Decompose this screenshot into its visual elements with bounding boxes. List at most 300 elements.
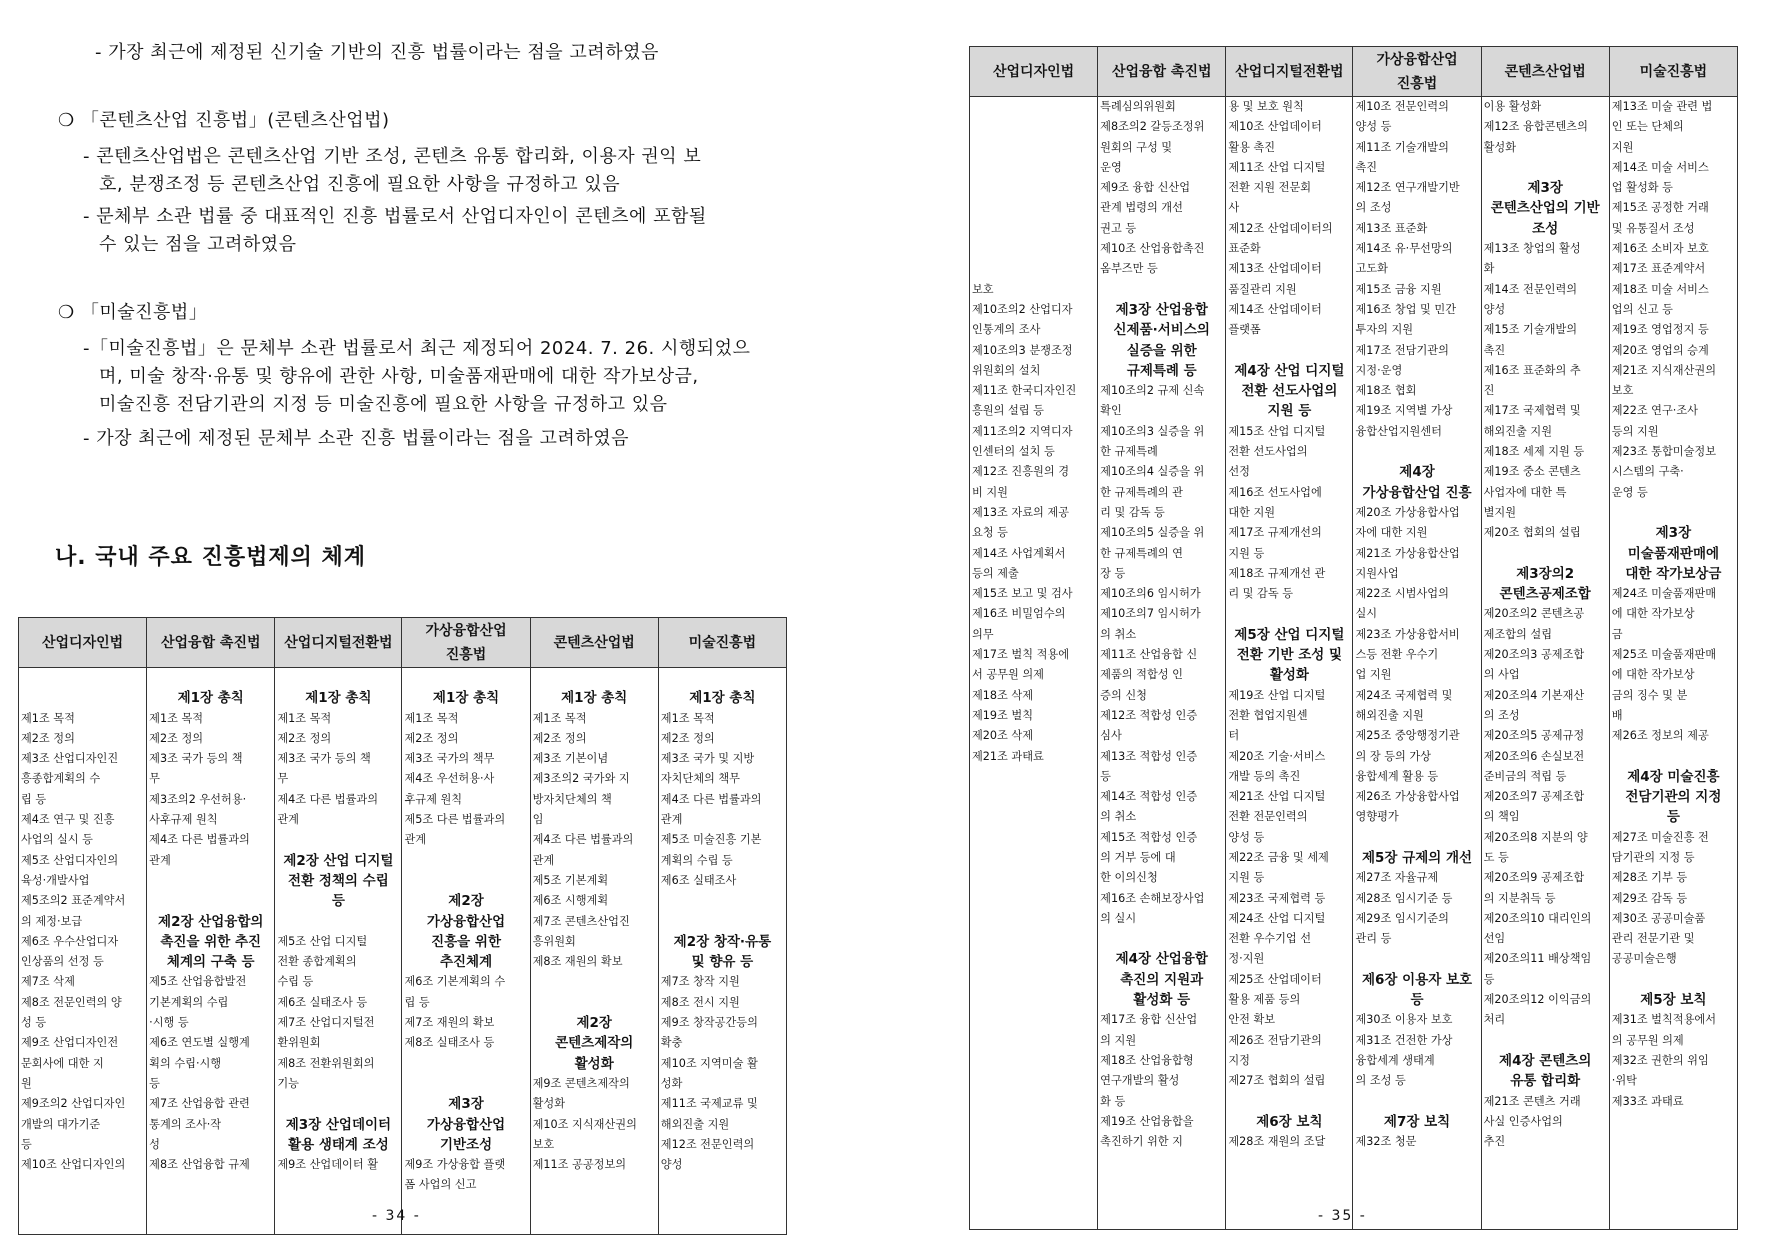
article-line: 흥종합계획의 수 [21,772,101,786]
article-line: 제6조 기본계획의 수 [404,975,506,989]
article-line: 제20조의8 지분의 양 [1483,830,1588,844]
chapter-heading: 제4장 산업융합 [1115,951,1208,968]
article-line: 제25조 미술품재판매 [1611,648,1717,662]
article-line: 처리 [1483,1013,1506,1027]
chapter-heading: 전담기관의 지정 [1625,789,1722,806]
law-column-cell [1481,97,1609,1230]
chapter-heading: 활용 생태계 조성 [288,1136,389,1153]
chapter-heading: 콘텐츠공제조합 [1499,586,1591,603]
article-line: 제6조 연도별 실행계 [149,1036,250,1050]
article-line: 제19조 중소 콘텐츠 [1483,465,1581,479]
article-line [661,891,784,911]
column-header-line: 콘텐츠산업법 [553,634,635,651]
article-line: 제32조 청문 [1355,1135,1417,1149]
article-line [972,178,1095,198]
chapter-heading: 콘텐츠제작의 [555,1035,634,1052]
article-line: 운영 [1100,160,1122,174]
article-line [1612,747,1735,767]
article-line: 의 제정·보급 [21,914,83,928]
chapter-heading: 조성 [1532,220,1559,237]
article-line: 제26조 가상융합사업 [1355,790,1460,804]
article-line: 제4조 다른 법률과의 [149,833,250,847]
article-line: 제9조 산업디자인전 [21,1036,119,1050]
article-line: 제1조 목적 [404,711,459,725]
article-line: 제20조의10 대리인의 [1483,911,1592,925]
article-line: 제20조 영업의 승계 [1611,343,1709,357]
law-column-cell [402,668,530,1235]
article-line: 제26조 전담기관의 [1228,1033,1322,1047]
article-line: 성화 [660,1076,683,1090]
article-line: 제11조 산업 디지털 [1228,160,1326,174]
article-line: 제11조 한국디자인진 [972,384,1077,398]
article-line: 의 조성 [1355,201,1392,215]
column-header-line: 미술진흥법 [688,634,757,651]
article-line: 고도화 [1355,262,1388,276]
article-line: 제20조 가상융합사업 [1355,505,1460,519]
article-line: 제7조 콘텐츠산업진 [532,914,630,928]
article-line: 제1조 목적 [277,711,332,725]
column-header [19,618,147,668]
article-line: 표준화 [1228,242,1261,256]
article-line [972,239,1095,259]
article-line [1355,828,1478,848]
table-header-row [970,47,1738,97]
article-line: 제20조의4 기본재산 [1483,688,1585,702]
column-header [275,618,402,668]
article-line: 연구개발의 활성 [1100,1074,1180,1088]
article-line: 제3조의2 국가와 지 [532,772,630,786]
article-line [1612,503,1735,523]
article-line: 보호 [1611,384,1634,398]
article-line: 의 지분취득 등 [1483,891,1556,905]
article-line: 제3조의2 우선허용· [149,792,247,806]
article-line: 시스템의 구축· [1611,465,1684,479]
article-line: 활성화 [532,1097,566,1111]
article-line [533,668,656,688]
article-line: 정·지원 [1228,952,1265,966]
column-header-line: 산업디자인법 [42,634,124,651]
article-line [404,668,527,688]
chapter-heading: 활성화 [1269,667,1309,684]
chapter-heading: 제4장 미술진흥 [1627,768,1720,785]
article-line: 지정 [1228,1053,1250,1067]
article-line: 제30조 공공미술품 [1611,911,1706,925]
article-line [533,993,656,1013]
page-number: - 34 - [372,1208,421,1224]
article-line [661,668,784,688]
article-line: 제9조 창작공간등의 [660,1016,758,1030]
article-line: 한 규제특례의 관 [1100,485,1183,499]
article-line: 금의 징수 및 분 [1611,688,1688,702]
article-line: 해외진출 지원 [1355,708,1424,722]
article-line: 관계 [149,853,171,867]
article-line [972,219,1095,239]
article-line: 제17조 표준계약서 [1611,262,1706,276]
chapter-heading: 제5장 산업 디지털 [1234,626,1345,643]
article-line: 제29조 감독 등 [1611,891,1688,905]
article-line: 양성 등 [1228,830,1265,844]
chapter-heading: 제6장 이용자 보호 [1362,971,1473,988]
article-line: 제25조 산업데이터 [1228,972,1322,986]
article-line: 인센터의 설치 등 [972,445,1055,459]
article-line: 흥원의 설립 등 [972,404,1044,418]
article-line: 관계 [660,813,683,827]
article-line: 육성·개발사업 [21,873,90,887]
article-line: 제32조 권한의 위임 [1611,1053,1709,1067]
chapter-heading: 등 [1410,992,1424,1009]
article-line: 제12조 전문인력의 [660,1137,755,1151]
article-line: 의 사업 [1483,668,1520,682]
article-line: 관계 [277,813,299,827]
article-line: 제5조 산업 디지털 [277,934,368,948]
article-line: 폼 사업의 신고 [404,1178,477,1192]
article-line: 제23조 가상융합서비 [1355,627,1460,641]
article-line: 제20조의3 공제조합 [1483,648,1585,662]
chapter-heading: 추진체계 [439,954,493,971]
chapter-heading: 제3장 산업융합 [1115,301,1208,318]
article-line [277,1094,399,1114]
article-line [1484,544,1607,564]
chapter-heading: 가상융합산업 [426,1116,506,1133]
article-line: 장 등 [1100,566,1126,580]
article-line [277,912,399,932]
law-column-cell [658,668,786,1235]
article-line: 융합산업지원센터 [1355,424,1442,438]
article-line: 업 활성화 등 [1611,181,1673,195]
paragraph-line: 미술진흥 전담기관의 지정 등 미술진흥에 필요한 사항을 규정하고 있음 [99,394,668,415]
article-line: 도 등 [1483,850,1509,864]
chapter-heading: 제2장 창작·유통 [673,933,772,950]
chapter-heading: 제4장 산업 디지털 [1234,362,1345,379]
section-title-text: 「콘텐츠산업 진흥법」(콘텐츠산업법) [80,110,390,131]
chapter-heading: 제5장 보칙 [1640,992,1707,1009]
article-line [1355,949,1478,969]
article-line [21,668,144,688]
chapter-heading: 지원 등 [1267,403,1312,420]
article-line: 선정 [1228,465,1250,479]
section-title-art-law [58,296,207,330]
article-line: 제1조 목적 [21,711,75,725]
article-line: 제20조 기술·서비스 [1228,749,1326,763]
chapter-heading: 제2장 [576,1015,612,1032]
article-line: 요청 등 [972,526,1008,540]
article-line [533,972,656,992]
article-line: 제8조 산업융합 규제 [149,1158,250,1172]
article-line: 제17조 국제협력 및 [1483,404,1581,418]
chapter-heading: 제4장 콘텐츠의 [1499,1052,1592,1069]
article-line: ·위탁 [1611,1074,1637,1088]
article-line: 제18조 미술 서비스 [1611,282,1709,296]
chapter-heading: 제1장 총칙 [177,690,244,707]
article-line: 해외진출 지원 [660,1117,730,1131]
article-line: 제12조 적합성 인증 [1100,708,1198,722]
article-line: 양성 [660,1158,683,1172]
article-line: 융합세계 생태계 [1355,1053,1435,1067]
article-line: 의 조성 [1483,708,1520,722]
column-header-line: 미술진흥법 [1639,63,1708,80]
article-line: 후규제 원칙 [404,792,463,806]
article-line: 제10조의4 실증을 위 [1100,465,1205,479]
article-line: 전환 선도사업의 [1228,445,1308,459]
article-line: 관계 법령의 개선 [1100,201,1183,215]
chapter-heading: 제2장 [448,893,484,910]
article-line: 진 [1483,384,1495,398]
chapter-heading: 및 향유 등 [691,954,754,971]
circle-bullet-icon: ❍ [58,110,75,131]
paragraph-line: -「미술진흥법」은 문체부 소관 법률로서 최근 제정되어 2024. 7. 26. 시행되었으 [83,338,751,359]
article-line: 지원 등 [1228,871,1265,885]
chapter-heading: 제5장 규제의 개선 [1362,849,1473,866]
article-line: 대한 지원 [1228,505,1276,519]
article-line: 제16조 창업 및 민간 [1355,302,1457,316]
article-line: 제15조 적합성 인증 [1100,830,1198,844]
article-line [1484,158,1607,178]
article-line: 제3조 국가 및 지방 [660,752,755,766]
article-line: 품질관리 지원 [1228,282,1297,296]
article-line: 심사 [1100,729,1122,743]
article-line: 제28조 기부 등 [1611,871,1688,885]
article-line [972,138,1095,158]
article-line: 제9조 콘텐츠제작의 [532,1076,630,1090]
law-column-cell [275,668,402,1235]
article-line: 제22조 금융 및 세제 [1228,850,1329,864]
article-line: 제18조 협회 [1355,384,1417,398]
article-line: 사실 인증사업의 [1483,1114,1563,1128]
article-line: 확충 [660,1036,683,1050]
article-line: 사후규제 원칙 [149,813,218,827]
chapter-heading: 등 [1666,809,1680,826]
article-line: 담기관의 지정 등 [1611,850,1695,864]
article-line: 제4조 다른 법률과의 [277,792,379,806]
article-line: 등 [149,1076,160,1090]
article-line: 제10조 전문인력의 [1355,100,1449,113]
article-line: 제16조 선도사업에 [1228,485,1322,499]
chapter-heading: 제1장 총칙 [305,690,372,707]
article-line: 제7조 삭제 [21,975,75,989]
column-header-line: 진흥법 [1396,75,1438,92]
table-header-row [19,618,787,668]
article-line: 제21조 가상융합산업 [1355,546,1460,560]
article-line: 제24조 산업 디지털 [1228,911,1326,925]
article-line: 제7조 산업융합 관련 [149,1097,250,1111]
article-line [661,912,784,932]
article-line: 제7조 창작 지원 [660,975,740,989]
article-line: 원회의 구성 및 [1100,140,1173,154]
article-line: 제1조 목적 [149,711,204,725]
article-line: 등 [1100,769,1111,783]
article-line: 제14조 적합성 인증 [1100,790,1198,804]
article-line: 리 및 감독 등 [1100,505,1165,519]
article-line: 양성 [1483,302,1506,316]
article-line: 방자치단체의 책 [532,792,612,806]
article-line: 지원사업 [1355,566,1399,580]
article-line: 무 [149,772,160,786]
paragraph-line: - 문체부 소관 법률 중 대표적인 진흥 법률로서 산업디자인이 콘텐츠에 포함될 [83,206,707,227]
chapter-heading: 제7장 보칙 [1383,1113,1451,1130]
chapter-heading: 제3장 산업데이터 [285,1116,392,1133]
paragraph-line: 수 있는 점을 고려하였음 [99,234,297,255]
article-line [277,668,399,688]
article-line: 등의 제출 [972,566,1019,580]
article-line: 용 및 보호 원칙 [1228,100,1304,113]
article-line: 제18조 세제 지원 등 [1483,445,1585,459]
article-line: 의 책임 [1483,810,1520,824]
article-line: 제5조 산업디자인의 [21,853,119,867]
article-line [1100,280,1223,300]
article-line: 제2조 정의 [21,731,75,745]
chapter-heading: 체계의 구축 등 [166,954,255,971]
article-line [404,871,527,891]
article-line [972,97,1095,117]
chapter-heading: 제1장 총칙 [689,690,756,707]
article-line: 보호 [532,1137,555,1151]
article-line: 제5조 미술진흥 기본 [660,833,762,847]
chapter-heading: 제2장 산업 디지털 [283,852,394,869]
article-line: 전환 지원 전문회 [1228,181,1312,195]
article-line: 제4조 다른 법률과의 [660,792,762,806]
chapter-heading: 제1장 총칙 [561,690,628,707]
article-line: 제15조 기술개발의 [1483,323,1578,337]
article-line: 인 또는 단체의 [1611,120,1684,134]
law-column-cell [19,668,147,1235]
article-line: 제16조 표준화의 추 [1483,363,1581,377]
article-line: 제20조의2 콘텐츠공 [1483,607,1585,621]
article-line: 제2조 정의 [532,731,587,745]
article-line: 터 [1228,729,1240,743]
chapter-heading: 촉진의 지원과 [1120,971,1204,988]
table-body-row [970,97,1738,1230]
article-line: 제30조 이용자 보호 [1355,1013,1453,1027]
article-line: 실시 [1355,607,1378,621]
article-line: 활용 촉진 [1228,140,1276,154]
article-line: 제27조 미술진흥 전 [1611,830,1709,844]
article-line: 제5조의2 표준계약서 [21,894,126,908]
article-line: 리 및 감독 등 [1228,587,1294,601]
article-line: 제10조 지식재산권의 [532,1117,637,1131]
article-line: 제22조 시범사업의 [1355,587,1449,601]
article-line: 제10조의6 임시허가 [1100,587,1201,601]
chapter-heading: 대한 작가보상금 [1625,565,1722,582]
article-line: 해외진출 지원 [1483,424,1553,438]
article-line: 제조합의 설립 [1483,627,1553,641]
article-line: 제13조 적합성 인증 [1100,749,1198,763]
law-column-cell [147,668,275,1235]
circle-bullet-icon: ❍ [58,302,75,323]
column-header-line: 진흥법 [445,646,487,663]
article-line: 제9조 가상융합 플랫 [404,1158,506,1172]
section-heading: 나. 국내 주요 진흥법제의 체계 [55,545,367,570]
article-line: 인상품의 선정 등 [21,955,104,969]
article-line: 자치단체의 책무 [660,772,740,786]
law-column-cell [1226,97,1353,1230]
article-line: 제18조 규제개선 관 [1228,566,1326,580]
article-line: 활용 제품 등의 [1228,993,1301,1007]
article-line: 배 [1611,708,1623,722]
article-line: 에 대한 작가보상 [1611,607,1695,621]
column-header-line: 가상융합산업 [425,622,507,639]
article-line: 제5조 산업융합발전 [149,975,247,989]
column-header [1098,47,1226,97]
article-line: 촉진 [1483,343,1506,357]
article-line: 제8조 전환위원회의 [277,1056,375,1070]
article-line: 제31조 벌칙적용에서 [1611,1013,1717,1027]
article-line [149,668,272,688]
article-line: 선임 [1483,932,1506,946]
article-line [149,891,272,911]
article-line: 영향평가 [1355,810,1399,824]
article-line: 제1조 목적 [532,711,587,725]
article-line: 제21조 산업 디지털 [1228,790,1326,804]
article-line: 기능 [277,1076,299,1090]
article-line: 제19조 산업 디지털 [1228,688,1326,702]
article-line: 제13조 창업의 활성 [1483,242,1581,256]
article-line: 제2조 정의 [660,731,715,745]
article-line: 제19조 벌칙 [972,708,1034,722]
article-line: 전환 전문인력의 [1228,810,1308,824]
article-line: 제3조 산업디자인진 [21,752,119,766]
paragraph-line: - 콘텐츠산업법은 콘텐츠산업 기반 조성, 콘텐츠 유통 합리화, 이용자 권익 보 [83,146,702,167]
chapter-heading: 제1장 총칙 [432,690,500,707]
article-line: 등 [1483,972,1495,986]
section-title-text: 「미술진흥법」 [80,302,208,323]
article-line: 제3조 기본이념 [532,752,609,766]
article-line: 제15조 보고 및 검사 [972,587,1073,601]
article-line: 성 등 [21,1016,47,1030]
article-line: 제3조 국가 등의 책 [149,752,243,766]
article-line: 추진 [1483,1135,1506,1149]
article-line: 제10조 산업융합촉진 [1100,242,1205,256]
article-line: 화 등 [1100,1094,1126,1108]
article-line: 제8조 재원의 확보 [532,955,623,969]
chapter-heading: 제4장 [1399,464,1435,481]
article-line: 개발의 대가기준 [21,1117,101,1131]
article-line: 제17조 벌칙 적용에 [972,648,1069,662]
article-line: 제25조 중앙행정기관 [1355,729,1460,743]
article-line: 수립 등 [277,975,314,989]
article-line: 비 지원 [972,485,1008,499]
article-line [1612,970,1735,990]
article-line: 립 등 [21,792,47,806]
article-line [404,1074,527,1094]
article-line: 제10조 지역미술 활 [660,1056,758,1070]
chapter-heading: 전환 기반 조성 및 [1236,647,1343,664]
article-line [1355,1092,1478,1112]
article-line: 제14조 미술 서비스 [1611,160,1709,174]
article-line: 기본계획의 수립 [149,995,229,1009]
article-line: 사업자에 대한 특 [1483,485,1567,499]
article-line: 공공미술은행 [1611,952,1677,966]
article-line: 제9조의2 산업디자인 [21,1097,126,1111]
article-line: 제10조 산업디자인의 [21,1158,126,1172]
article-line: 자에 대한 지원 [1355,526,1428,540]
article-line: 립 등 [404,995,430,1009]
article-line: 관계 [404,833,427,847]
article-line: 에 대한 작가보상 [1611,668,1695,682]
article-line: 제8조 전문인력의 양 [21,995,122,1009]
article-line: 제품의 적합성 인 [1100,668,1183,682]
article-line: 제19조 산업융합을 [1100,1114,1194,1128]
article-line: 성 [149,1137,160,1151]
article-line: 제14조 유·무선망의 [1355,242,1453,256]
article-line: 활성화 [1483,140,1517,154]
law-column-cell [1609,97,1737,1230]
article-line: 제5조 기본계획 [532,873,609,887]
law-comparison-table [969,46,1738,1230]
law-comparison-table [18,617,787,1235]
article-line: 문회사에 대한 지 [21,1056,104,1070]
article-line: 위원회의 설치 [972,363,1041,377]
article-line: 제20조의7 공제조합 [1483,790,1585,804]
